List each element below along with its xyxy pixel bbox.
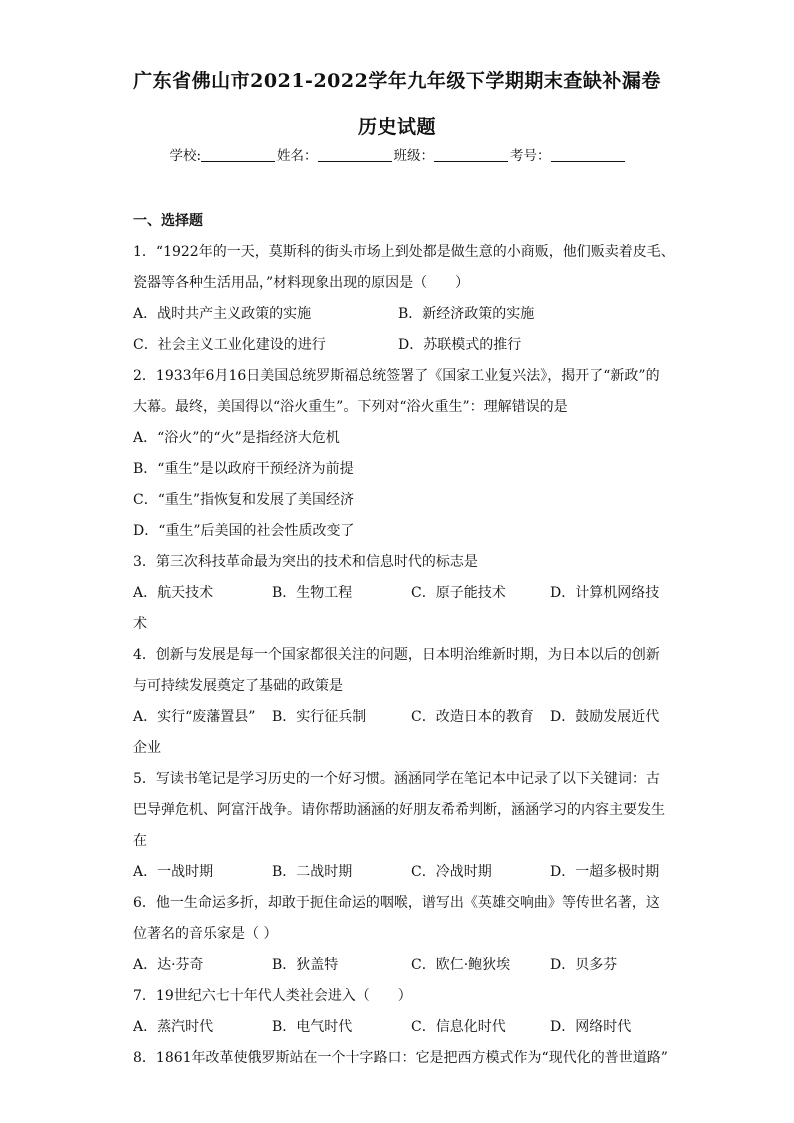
option-a[interactable]: A．一战时期 (133, 864, 214, 880)
class-label: 班级： (393, 148, 435, 164)
question-stem-line: 4．创新与发展是每一个国家都很关注的问题，日本明治维新时期，为日本以后的创新 (133, 647, 660, 663)
question-stem-line: 2．1933年6月16日美国总统罗斯福总统签署了《国家工业复兴法》，揭开了“新政”的 (133, 368, 660, 384)
option-row (133, 950, 663, 981)
exam-subtitle: 历史试题 (357, 116, 436, 138)
option-d[interactable]: D．贝多芬 (550, 957, 618, 973)
student-info-line (0, 144, 794, 164)
option-c[interactable]: C．欧仁·鲍狄埃 (411, 957, 511, 973)
option-a[interactable]: A．达·芬奇 (133, 957, 204, 973)
name-label: 姓名： (277, 148, 318, 164)
question-4 (133, 640, 663, 764)
option-d[interactable]: D．“重生”后美国的社会性质改变了 (133, 523, 355, 539)
option-b[interactable]: B．新经济政策的实施 (398, 306, 535, 322)
option-c[interactable]: C．冷战时期 (411, 864, 492, 880)
option-b[interactable]: B．二战时期 (272, 864, 353, 880)
section-title: 一、选择题 (133, 213, 203, 229)
question-1 (133, 237, 675, 361)
question-stem-line: 巴导弹危机、阿富汗战争。请你帮助涵涵的好朋友希希判断，涵涵学习的内容主要发生 (133, 802, 665, 818)
question-stem-line: 瓷器等各种生活用品，”材料现象出现的原因是（ ） (133, 275, 470, 291)
option-c[interactable]: C．“重生”指恢复和发展了美国经济 (133, 492, 355, 508)
option-row (133, 299, 663, 330)
option-d[interactable]: D．鼓励发展近代 (550, 709, 660, 725)
questions-area (133, 206, 675, 1074)
option-a[interactable]: A．战时共产主义政策的实施 (133, 306, 312, 322)
question-6 (133, 888, 663, 981)
option-c[interactable]: C．社会主义工业化建设的进行 (133, 337, 326, 353)
option-d-wrap: 术 (133, 616, 147, 632)
school-blank[interactable] (201, 148, 275, 162)
question-3 (133, 547, 663, 640)
exam-no-label: 考号： (510, 148, 551, 164)
question-stem-line: 5．写读书笔记是学习历史的一个好习惯。涵涵同学在笔记本中记录了以下关键词：古 (133, 771, 660, 787)
option-c[interactable]: C．改造日本的教育 (411, 709, 534, 725)
question-stem-line: 位著名的音乐家是（ ） (133, 926, 278, 942)
option-row (133, 857, 663, 888)
option-row (133, 702, 663, 733)
option-d[interactable]: D．网络时代 (550, 1019, 632, 1035)
option-d-wrap: 企业 (133, 740, 161, 756)
option-a[interactable]: A．航天技术 (133, 585, 214, 601)
option-b[interactable]: B．生物工程 (272, 585, 353, 601)
question-stem-line: 在 (133, 833, 147, 849)
question-stem-line: 大幕。最终，美国得以“浴火重生”。下列对“浴火重生”：理解错误的是 (133, 399, 568, 415)
option-row (133, 330, 663, 361)
option-a[interactable]: A．实行“废藩置县” (133, 709, 256, 725)
option-b[interactable]: B．电气时代 (272, 1019, 353, 1035)
question-8 (133, 1043, 668, 1074)
option-c[interactable]: C．信息化时代 (411, 1019, 506, 1035)
option-row (133, 578, 663, 609)
name-blank[interactable] (318, 148, 392, 162)
question-stem-line: 8．1861年改革使俄罗斯站在一个十字路口：它是把西方模式作为“现代化的普世道路” (133, 1050, 668, 1066)
question-2 (133, 361, 663, 547)
question-stem-line: 1．“1922年的一天，莫斯科的街头市场上到处都是做生意的小商贩，他们贩卖着皮毛、 (133, 244, 675, 260)
exam-no-blank[interactable] (551, 148, 625, 162)
class-blank[interactable] (434, 148, 508, 162)
option-d[interactable]: D．一超多极时期 (550, 864, 660, 880)
option-b[interactable]: B．“重生”是以政府干预经济为前提 (133, 461, 354, 477)
question-stem-line: 3．第三次科技革命最为突出的技术和信息时代的标志是 (133, 554, 478, 570)
option-row (133, 1012, 663, 1043)
option-b[interactable]: B．狄盖特 (272, 957, 339, 973)
option-d[interactable]: D．计算机网络技 (550, 585, 660, 601)
question-5 (133, 764, 663, 888)
school-label: 学校: (169, 148, 202, 164)
option-b[interactable]: B．实行征兵制 (272, 709, 367, 725)
option-a[interactable]: A．蒸汽时代 (133, 1019, 214, 1035)
question-stem-line: 6．他一生命运多折，却敢于扼住命运的咽喉，谱写出《英雄交响曲》等传世名著，这 (133, 895, 660, 911)
question-7 (133, 981, 663, 1043)
exam-title: 广东省佛山市2021-2022学年九年级下学期期末查缺补漏卷 (133, 70, 661, 92)
option-c[interactable]: C．原子能技术 (411, 585, 506, 601)
option-d[interactable]: D．苏联模式的推行 (398, 337, 522, 353)
question-stem-line: 与可持续发展奠定了基础的政策是 (133, 678, 343, 694)
question-stem-line: 7．19世纪六七十年代人类社会进入（ ） (133, 988, 412, 1004)
option-a[interactable]: A．“浴火”的“火”是指经济大危机 (133, 430, 340, 446)
